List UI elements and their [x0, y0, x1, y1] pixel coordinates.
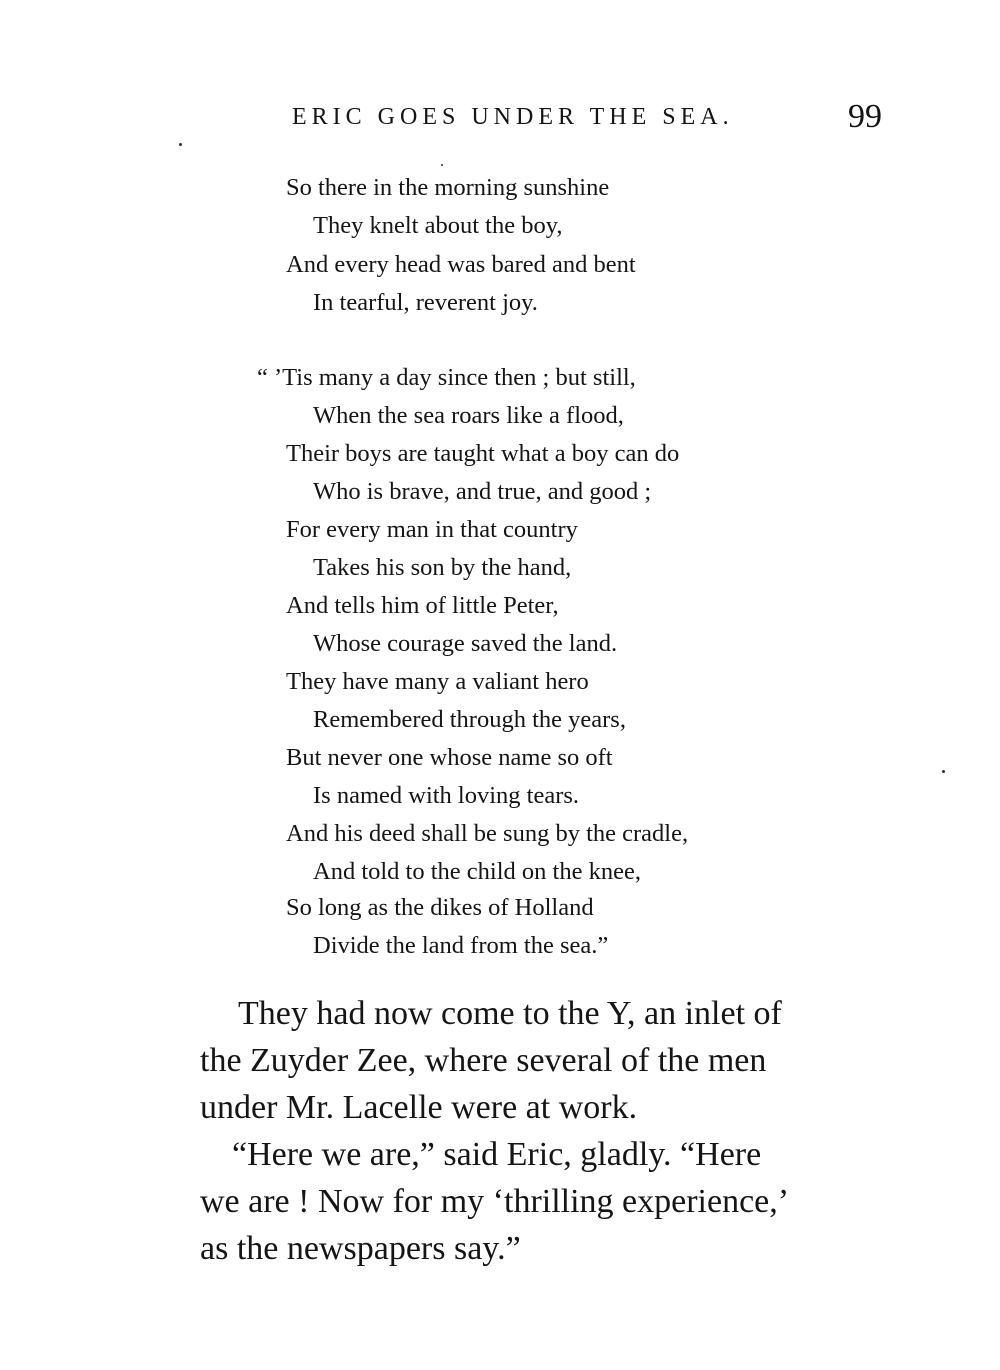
print-speck: [441, 164, 443, 166]
verse-line: And told to the child on the knee,: [313, 858, 641, 885]
verse-line: Remembered through the years,: [313, 706, 626, 733]
verse-line: And every head was bared and bent: [286, 251, 636, 278]
verse-line: But never one whose name so oft: [286, 744, 613, 771]
page-header: [292, 98, 882, 138]
verse-line: For every man in that country: [286, 516, 578, 543]
print-speck: [942, 770, 945, 773]
page-number: 99: [848, 98, 882, 135]
prose-line: the Zuyder Zee, where several of the men: [200, 1042, 767, 1079]
prose-line: as the newspapers say.”: [200, 1230, 521, 1267]
verse-line: “ ’Tis many a day since then ; but still,: [257, 364, 636, 391]
verse-line: Their boys are taught what a boy can do: [286, 440, 680, 467]
verse-line: Is named with loving tears.: [313, 782, 580, 809]
prose-line: They had now come to the Y, an inlet of: [238, 995, 782, 1032]
running-title: ERIC GOES UNDER THE SEA.: [292, 104, 734, 130]
verse-line: They knelt about the boy,: [313, 212, 563, 239]
verse-line: When the sea roars like a flood,: [313, 402, 624, 429]
verse-line: They have many a valiant hero: [286, 668, 589, 695]
verse-line: Who is brave, and true, and good ;: [313, 478, 652, 505]
prose-line: under Mr. Lacelle were at work.: [200, 1089, 638, 1126]
verse-line: And tells him of little Peter,: [286, 592, 559, 619]
verse-line: Whose courage saved the land.: [313, 630, 618, 657]
verse-line: So there in the morning sunshine: [286, 174, 610, 201]
verse-line: And his deed shall be sung by the cradle,: [286, 820, 689, 847]
print-speck: [179, 143, 182, 146]
verse-line: So long as the dikes of Holland: [286, 894, 594, 921]
prose-line: “Here we are,” said Eric, gladly. “Here: [232, 1136, 762, 1173]
verse-line: Divide the land from the sea.”: [313, 932, 609, 959]
verse-line: Takes his son by the hand,: [313, 554, 572, 581]
prose-line: we are ! Now for my ‘thrilling experience,’: [200, 1183, 790, 1220]
verse-line: In tearful, reverent joy.: [313, 289, 538, 316]
